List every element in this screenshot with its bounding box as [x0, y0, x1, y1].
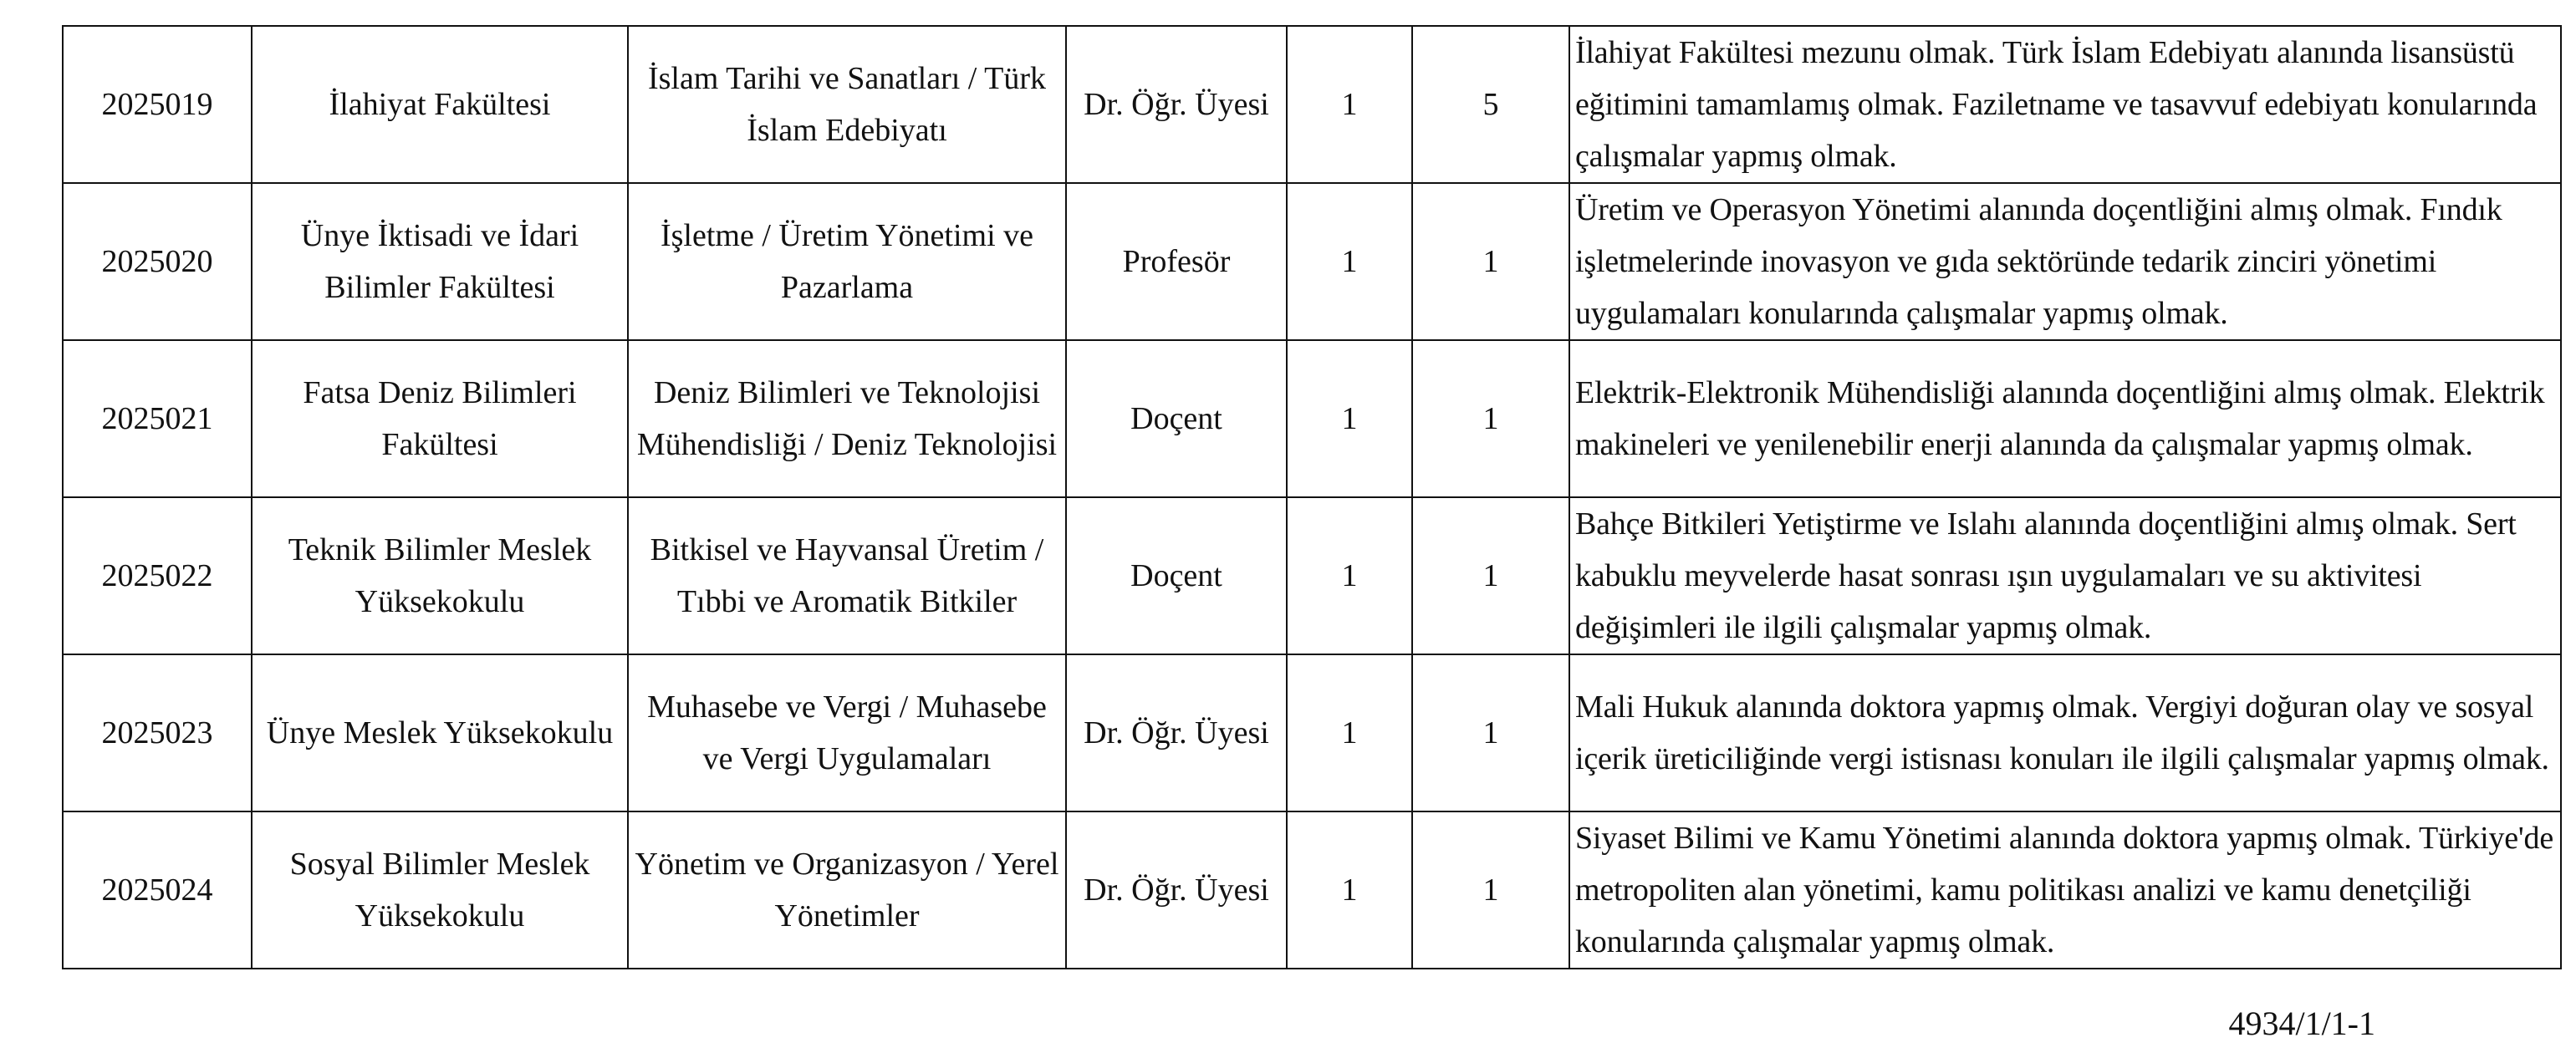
department-cell: Bitkisel ve Hayvansal Üretim / Tıbbi ve Aromatik Bitkiler: [628, 497, 1066, 654]
ilan-code-cell: 2025019: [63, 26, 252, 183]
table-row: [63, 183, 2561, 340]
department-cell: Deniz Bilimleri ve Teknolojisi Mühendisliği / Deniz Teknolojisi: [628, 340, 1066, 497]
requirement-cell: Elektrik-Elektronik Mühendisliği alanında doçentliğini almış olmak. Elektrik makineleri ve yenilenebilir enerji alanında da çalışmalar yapmış olmak.: [1569, 340, 2561, 497]
title-cell: Dr. Öğr. Üyesi: [1066, 654, 1287, 811]
ilan-code-cell: 2025024: [63, 811, 252, 969]
title-cell: Dr. Öğr. Üyesi: [1066, 26, 1287, 183]
department-cell: Muhasebe ve Vergi / Muhasebe ve Vergi Uygulamaları: [628, 654, 1066, 811]
department-cell: İşletme / Üretim Yönetimi ve Pazarlama: [628, 183, 1066, 340]
degree-cell: 1: [1287, 811, 1412, 969]
table-row: [63, 811, 2561, 969]
table-row: [63, 340, 2561, 497]
title-cell: Doçent: [1066, 497, 1287, 654]
count-cell: 1: [1412, 654, 1569, 811]
count-cell: 1: [1412, 497, 1569, 654]
document-reference-number: 4934/1/1-1: [2228, 1005, 2375, 1042]
unit-cell: İlahiyat Fakültesi: [252, 26, 628, 183]
position-listing-table: [62, 25, 2562, 969]
table-row: [63, 26, 2561, 183]
unit-cell: Ünye İktisadi ve İdari Bilimler Fakültesi: [252, 183, 628, 340]
requirement-cell: Mali Hukuk alanında doktora yapmış olmak. Vergiyi doğuran olay ve sosyal içerik üreticiliğinde vergi istisnası konuları ile ilgili çalışmalar yapmış olmak.: [1569, 654, 2561, 811]
department-cell: İslam Tarihi ve Sanatları / Türk İslam Edebiyatı: [628, 26, 1066, 183]
requirement-cell: Bahçe Bitkileri Yetiştirme ve Islahı alanında doçentliğini almış olmak. Sert kabuklu meyvelerde hasat sonrası ışın uygulamaları ve su aktivitesi değişimleri ile ilgili çalışmalar yapmış olmak.: [1569, 497, 2561, 654]
title-cell: Profesör: [1066, 183, 1287, 340]
degree-cell: 1: [1287, 497, 1412, 654]
table-row: [63, 497, 2561, 654]
unit-cell: Sosyal Bilimler Meslek Yüksekokulu: [252, 811, 628, 969]
count-cell: 1: [1412, 183, 1569, 340]
requirement-cell: Siyaset Bilimi ve Kamu Yönetimi alanında doktora yapmış olmak. Türkiye'de metropoliten alan yönetimi, kamu politikası analizi ve kamu denetçiliği konularında çalışmalar yapmış olmak.: [1569, 811, 2561, 969]
ilan-code-cell: 2025021: [63, 340, 252, 497]
count-cell: 1: [1412, 811, 1569, 969]
unit-cell: Ünye Meslek Yüksekokulu: [252, 654, 628, 811]
table-row: [63, 654, 2561, 811]
requirement-cell: Üretim ve Operasyon Yönetimi alanında doçentliğini almış olmak. Fındık işletmelerinde inovasyon ve gıda sektöründe tedarik zinciri yönetimi uygulamaları konularında çalışmalar yapmış olmak.: [1569, 183, 2561, 340]
ilan-code-cell: 2025023: [63, 654, 252, 811]
count-cell: 5: [1412, 26, 1569, 183]
ilan-code-cell: 2025020: [63, 183, 252, 340]
requirement-cell: İlahiyat Fakültesi mezunu olmak. Türk İslam Edebiyatı alanında lisansüstü eğitimini tamamlamış olmak. Faziletname ve tasavvuf edebiyatı konularında çalışmalar yapmış olmak.: [1569, 26, 2561, 183]
title-cell: Dr. Öğr. Üyesi: [1066, 811, 1287, 969]
title-cell: Doçent: [1066, 340, 1287, 497]
department-cell: Yönetim ve Organizasyon / Yerel Yönetimler: [628, 811, 1066, 969]
unit-cell: Fatsa Deniz Bilimleri Fakültesi: [252, 340, 628, 497]
degree-cell: 1: [1287, 654, 1412, 811]
degree-cell: 1: [1287, 340, 1412, 497]
unit-cell: Teknik Bilimler Meslek Yüksekokulu: [252, 497, 628, 654]
count-cell: 1: [1412, 340, 1569, 497]
degree-cell: 1: [1287, 183, 1412, 340]
ilan-code-cell: 2025022: [63, 497, 252, 654]
degree-cell: 1: [1287, 26, 1412, 183]
